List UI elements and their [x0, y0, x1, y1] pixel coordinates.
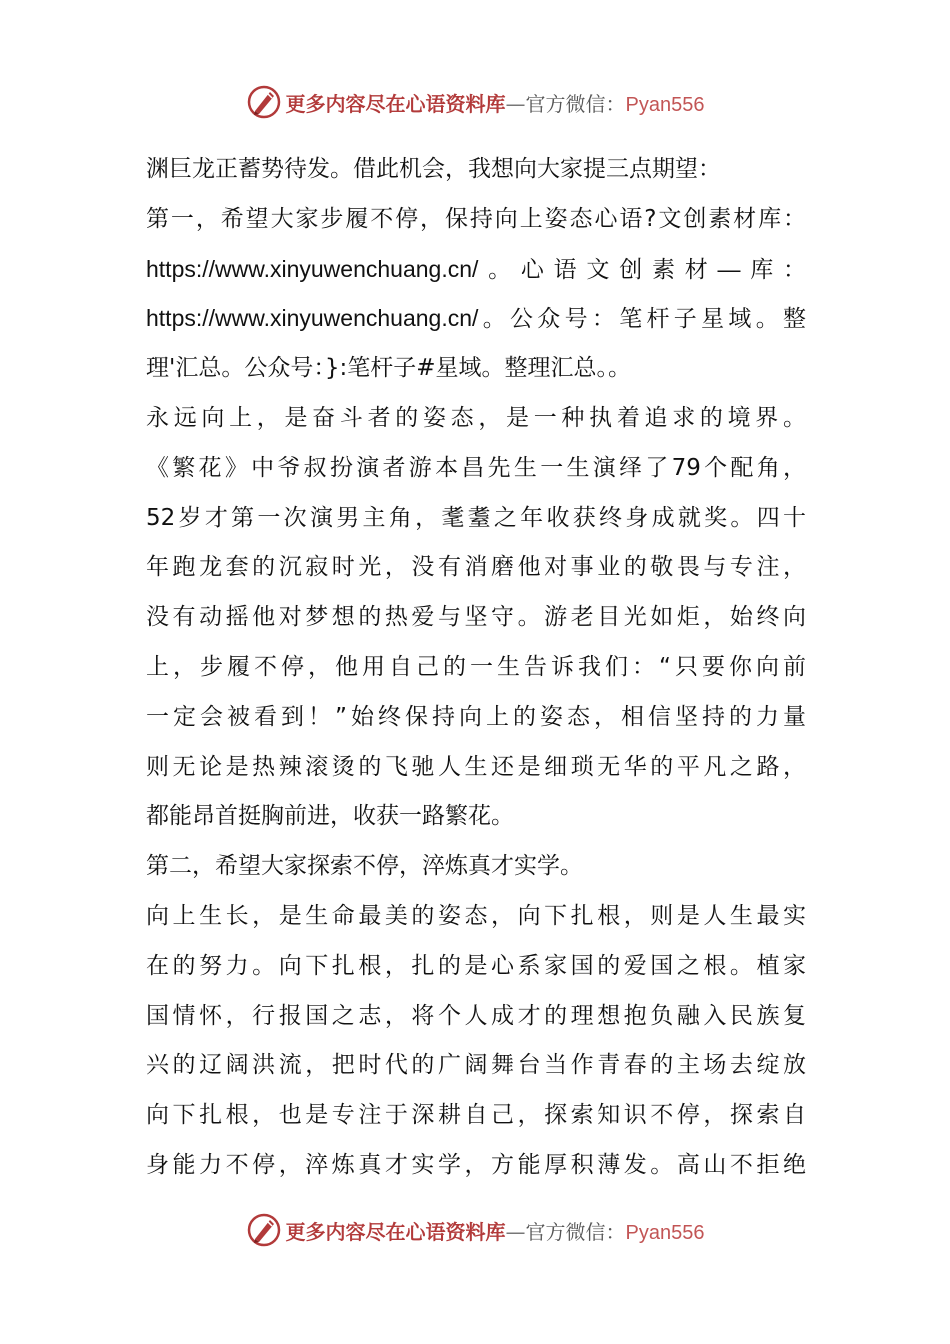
document-body — [146, 145, 806, 1191]
text-line: 兴的辽阔洪流，把时代的广阔舞台当作青春的主场去绽放 — [146, 1052, 806, 1079]
text-line: 上，步履不停，他用自己的一生告诉我们：“只要你向前 — [146, 653, 806, 680]
text-line: 渊巨龙正蓄势待发。借此机会，我想向大家提三点期望： — [146, 156, 721, 182]
text-line: 理'汇总。公众号：}:笔杆子#星域。整理汇总。。 — [146, 355, 631, 382]
banner-main-text: 更多内容尽在心语资料库 — [285, 1219, 506, 1244]
footer-banner — [0, 1208, 950, 1252]
text-line: 国情怀，行报国之志，将个人成才的理想抱负融入民族复 — [146, 1002, 806, 1029]
text-line: 第二，希望大家探索不停，淬炼真才实学。 — [146, 853, 583, 880]
banner-wechat-id: Pyan556 — [625, 1221, 705, 1244]
text-line: 52岁才第一次演男主角，耄耋之年收获终身成就奖。四十 — [146, 504, 806, 531]
text-line: 则无论是热辣滚烫的飞驰人生还是细琐无华的平凡之路， — [146, 753, 806, 780]
text-line: https://www.xinyuwenchuang.cn/。心语文创素材—库： — [146, 255, 806, 282]
banner-wechat-id: Pyan556 — [625, 93, 705, 116]
banner-text — [286, 1216, 705, 1245]
text-line: 一定会被看到！”始终保持向上的姿态，相信坚持的力量 — [146, 703, 806, 730]
text-line: 永远向上，是奋斗者的姿态，是一种执着追求的境界。 — [146, 404, 806, 431]
text-line: 都能昂首挺胸前进，收获一路繁花。 — [146, 803, 514, 830]
text-line: 在的努力。向下扎根，扎的是心系家国的爱国之根。植家 — [146, 952, 806, 979]
pen-logo-icon — [246, 1212, 282, 1248]
banner-main-text: 更多内容尽在心语资料库 — [285, 91, 506, 116]
header-banner — [0, 80, 950, 124]
banner-dash: — — [505, 91, 526, 116]
banner-official-label: 官方微信： — [525, 1219, 626, 1244]
text-line: 身能力不停，淬炼真才实学，方能厚积薄发。高山不拒绝 — [146, 1151, 806, 1178]
text-line: https://www.xinyuwenchuang.cn/。公众号：笔杆子星域。整 — [146, 305, 806, 332]
text-line: 向上生长，是生命最美的姿态，向下扎根，则是人生最实 — [146, 902, 806, 929]
text-line: 年跑龙套的沉寂时光，没有消磨他对事业的敬畏与专注， — [146, 554, 806, 581]
text-line: 向下扎根，也是专注于深耕自己，探索知识不停，探索自 — [146, 1102, 806, 1129]
banner-official-label: 官方微信： — [525, 91, 626, 116]
banner-text — [286, 88, 705, 117]
text-line: 没有动摇他对梦想的热爱与坚守。游老目光如炬，始终向 — [146, 604, 806, 631]
pen-logo-icon — [246, 84, 282, 120]
text-line: 第一，希望大家步履不停，保持向上姿态心语?文创素材库： — [146, 205, 806, 232]
text-line: 《繁花》中爷叔扮演者游本昌先生一生演绎了79个配角， — [146, 454, 806, 481]
banner-dash: — — [505, 1219, 526, 1244]
